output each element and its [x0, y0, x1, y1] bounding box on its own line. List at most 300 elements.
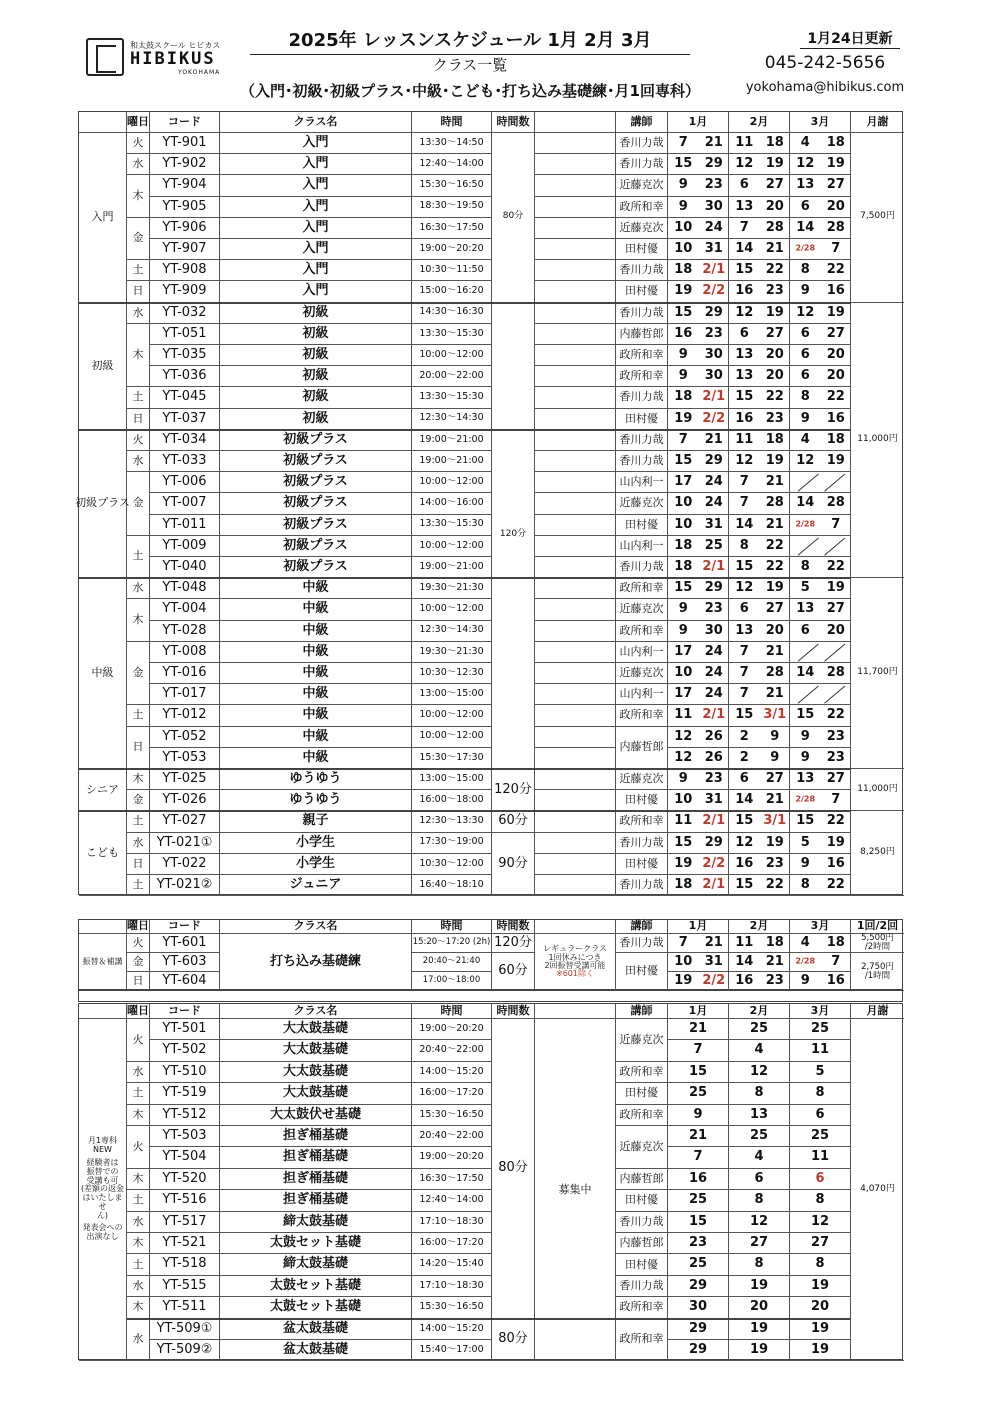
col-header: コード [150, 112, 220, 133]
weekday: 木 [127, 324, 150, 388]
class-time: 19:00～20:20 [412, 1019, 492, 1040]
lesson-date: 9 [678, 601, 688, 617]
class-name: 初級 [220, 303, 412, 324]
col-header: 月謝 [851, 112, 904, 133]
class-name: 初級プラス [220, 430, 412, 451]
logo-mark-icon [86, 38, 124, 76]
lesson-date: 7 [739, 643, 749, 659]
feb-date: 25 [729, 1019, 790, 1040]
empty-cell [535, 387, 616, 408]
instructor: 香川力哉 [616, 303, 668, 324]
class-name: 中級 [220, 663, 412, 684]
feb-dates [729, 133, 790, 154]
jan-dates [668, 727, 729, 748]
class-code: YT-022 [150, 854, 220, 875]
lesson-date: 7 [831, 516, 841, 532]
class-code: YT-516 [150, 1190, 220, 1211]
lesson-date: 9 [800, 728, 810, 744]
strike-line [798, 644, 819, 661]
class-time: 16:00～17:20 [412, 1083, 492, 1104]
instructor: 田村優 [616, 409, 668, 430]
col-header: 2月 [729, 1004, 790, 1019]
empty-cell [535, 451, 616, 472]
feb-date: 12 [729, 1062, 790, 1083]
class-time: 17:00～18:00 [412, 972, 492, 991]
class-name: 中級 [220, 599, 412, 620]
lesson-date: 24 [704, 474, 723, 490]
instructor: 近藤克次 [616, 769, 668, 790]
lesson-date: 7 [739, 664, 749, 680]
lesson-date: 2 [739, 749, 749, 765]
jan-dates [668, 811, 729, 832]
class-name: 中級 [220, 642, 412, 663]
lesson-date: 4 [800, 134, 810, 150]
class-name: 入門 [220, 260, 412, 281]
feb-dates [729, 451, 790, 472]
class-code: YT-517 [150, 1212, 220, 1233]
lesson-date: 18 [826, 134, 845, 150]
lesson-date: 23 [704, 770, 723, 786]
lesson-date: 19 [826, 834, 845, 850]
weekday: 火 [127, 430, 150, 451]
lesson-date: 14 [796, 495, 815, 511]
class-code: YT-520 [150, 1169, 220, 1190]
feb-dates [729, 621, 790, 642]
weekday: 水 [127, 1062, 150, 1083]
jan-dates [668, 934, 729, 953]
lesson-date: 2/1 [702, 813, 726, 829]
class-code: YT-016 [150, 663, 220, 684]
class-name: 締太鼓基礎 [220, 1254, 412, 1275]
weekday: 火 [127, 1126, 150, 1169]
recruitment-status: 募集中 [535, 1019, 616, 1361]
lesson-date: 16 [735, 855, 754, 871]
class-name: 初級 [220, 324, 412, 345]
weekday: 火 [127, 133, 150, 154]
weekday: 土 [127, 260, 150, 281]
lesson-date: 31 [704, 792, 723, 808]
class-name: 担ぎ桶基礎 [220, 1169, 412, 1190]
jan-date: 29 [668, 1340, 729, 1361]
lesson-date: 13 [735, 346, 754, 362]
class-time: 10:00～12:00 [412, 345, 492, 366]
col-header: 曜日 [127, 1004, 150, 1019]
class-time: 15:20～17:20 (2h) [412, 934, 492, 953]
class-name: 中級 [220, 748, 412, 769]
lesson-date: 17 [674, 686, 693, 702]
class-name: ゆうゆう [220, 769, 412, 790]
class-name: 大太鼓基礎 [220, 1062, 412, 1083]
lesson-date: 28 [765, 219, 784, 235]
instructor: 山内利一 [616, 642, 668, 663]
empty-cell [535, 875, 616, 896]
lesson-date: 18 [674, 537, 693, 553]
mar-dates [790, 953, 851, 972]
class-code: YT-032 [150, 303, 220, 324]
mar-dates [790, 748, 851, 769]
class-code: YT-025 [150, 769, 220, 790]
lesson-date: 6 [739, 325, 749, 341]
lesson-date: 9 [678, 770, 688, 786]
lesson-date: 10 [674, 240, 693, 256]
mar-dates [790, 811, 851, 832]
instructor: 近藤克次 [616, 493, 668, 514]
class-code: YT-040 [150, 557, 220, 578]
lesson-date: 15 [674, 156, 693, 172]
class-time: 15:30～17:30 [412, 748, 492, 769]
jan-dates [668, 472, 729, 493]
class-time: 10:00～12:00 [412, 727, 492, 748]
jan-dates [668, 260, 729, 281]
class-code: YT-021① [150, 833, 220, 854]
lesson-date: 19 [765, 580, 784, 596]
feb-date: 27 [729, 1233, 790, 1254]
lesson-date: 12 [796, 452, 815, 468]
weekday: 水 [127, 1276, 150, 1297]
lesson-date: 24 [704, 643, 723, 659]
group-label: こども [79, 811, 127, 896]
col-header: 3月 [790, 1004, 851, 1019]
practice-class-table [78, 919, 903, 990]
class-time: 12:30～14:30 [412, 621, 492, 642]
class-code: YT-048 [150, 578, 220, 599]
class-time: 13:00～15:00 [412, 684, 492, 705]
instructor: 内藤哲郎 [616, 1233, 668, 1254]
group-divider [79, 302, 851, 304]
monthly-fee: 8,250円 [851, 811, 904, 896]
mar-dates-none [790, 684, 851, 705]
class-name: 太鼓セット基礎 [220, 1276, 412, 1297]
lesson-date: 14 [796, 219, 815, 235]
lesson-date: 8 [739, 537, 749, 553]
class-code: YT-004 [150, 599, 220, 620]
weekday: 木 [127, 1169, 150, 1190]
empty-cell [535, 281, 616, 302]
lesson-date: 15 [735, 813, 754, 829]
duration: 120分 [492, 934, 535, 953]
class-name: 初級プラス [220, 536, 412, 557]
page-title: 2025年 レッスンスケジュール 1月 2月 3月 [250, 26, 690, 55]
instructor: 山内利一 [616, 472, 668, 493]
mar-dates [790, 218, 851, 239]
class-time: 12:30～14:30 [412, 409, 492, 430]
class-time: 17:10～18:30 [412, 1212, 492, 1233]
class-time: 19:00～21:00 [412, 430, 492, 451]
mar-dates [790, 790, 851, 811]
lesson-date: 6 [800, 325, 810, 341]
lesson-date: 12 [674, 728, 693, 744]
instructor: 田村優 [616, 281, 668, 302]
jan-dates [668, 875, 729, 896]
feb-dates [729, 324, 790, 345]
col-header: クラス名 [220, 112, 412, 133]
instructor: 香川力哉 [616, 133, 668, 154]
table-divider [78, 990, 903, 1002]
jan-dates [668, 281, 729, 302]
lesson-date: 16 [735, 972, 754, 988]
lesson-date: 21 [704, 934, 723, 950]
class-name: 中級 [220, 578, 412, 599]
jan-dates [668, 409, 729, 430]
group-label [79, 1019, 127, 1361]
lesson-date: 23 [704, 601, 723, 617]
lesson-date: 21 [765, 686, 784, 702]
lesson-date: 18 [674, 558, 693, 574]
lesson-date: 7 [678, 431, 688, 447]
lesson-date: 6 [800, 346, 810, 362]
mar-dates-none [790, 536, 851, 557]
class-code: YT-509② [150, 1340, 220, 1361]
weekday: 土 [127, 1254, 150, 1275]
class-time: 10:30～12:00 [412, 854, 492, 875]
col-header: 2月 [729, 112, 790, 133]
lesson-date: 7 [831, 953, 841, 969]
feb-dates [729, 281, 790, 302]
weekday: 木 [127, 1297, 150, 1318]
class-name: ジュニア [220, 875, 412, 896]
class-code: YT-906 [150, 218, 220, 239]
lesson-date: 22 [765, 876, 784, 892]
class-time: 16:30～17:50 [412, 218, 492, 239]
lesson-date: 2/2 [702, 972, 726, 988]
class-code: YT-009 [150, 536, 220, 557]
lesson-date: 22 [765, 537, 784, 553]
class-code: YT-051 [150, 324, 220, 345]
class-name: 中級 [220, 705, 412, 726]
lesson-date: 8 [800, 558, 810, 574]
lesson-date: 16 [826, 972, 845, 988]
phone-number: 045-242-5656 [764, 53, 886, 73]
empty-cell [535, 663, 616, 684]
fee-amount: 2,750円 [861, 961, 894, 972]
lesson-date: 12 [735, 580, 754, 596]
jan-dates [668, 833, 729, 854]
class-time: 13:00～15:00 [412, 769, 492, 790]
lesson-date: 15 [796, 813, 815, 829]
lesson-date: 2/2 [702, 855, 726, 871]
class-code: YT-909 [150, 281, 220, 302]
col-header: 曜日 [127, 919, 149, 933]
jan-dates [668, 642, 729, 663]
jan-dates [668, 854, 729, 875]
lesson-date: 13 [796, 601, 815, 617]
jan-dates [668, 663, 729, 684]
instructor: 香川力哉 [616, 934, 668, 953]
jan-date: 29 [668, 1319, 729, 1340]
lesson-date: 30 [704, 368, 723, 384]
mar-dates [790, 727, 851, 748]
instructor: 山内利一 [616, 536, 668, 557]
lesson-date: 8 [800, 389, 810, 405]
class-code: YT-515 [150, 1276, 220, 1297]
instructor: 政所和幸 [616, 621, 668, 642]
mar-date: 12 [790, 1212, 851, 1233]
lesson-date: 16 [826, 855, 845, 871]
lesson-date: 9 [800, 749, 810, 765]
col-header: 1月 [668, 920, 729, 934]
lesson-date: 11 [735, 431, 754, 447]
class-time: 14:00～16:00 [412, 493, 492, 514]
class-time: 13:30～15:30 [412, 324, 492, 345]
instructor: 政所和幸 [616, 345, 668, 366]
lesson-date: 7 [678, 134, 688, 150]
class-time: 17:10～18:30 [412, 1276, 492, 1297]
fee-per-session [851, 934, 904, 953]
class-name: 初級 [220, 409, 412, 430]
jan-dates [668, 175, 729, 196]
class-time: 19:00～21:00 [412, 451, 492, 472]
feb-dates [729, 218, 790, 239]
mar-dates [790, 409, 851, 430]
note-line: レギュラークラス [543, 944, 607, 954]
lesson-date: 9 [770, 728, 780, 744]
lesson-date: 31 [704, 240, 723, 256]
feb-dates [729, 387, 790, 408]
lesson-date: 22 [765, 262, 784, 278]
lesson-date: 16 [735, 410, 754, 426]
logo-location: YOKOHAMA [178, 69, 221, 76]
lesson-date: 23 [765, 283, 784, 299]
class-time: 17:30～19:00 [412, 833, 492, 854]
feb-dates [729, 260, 790, 281]
instructor: 香川力哉 [616, 1276, 668, 1297]
mar-dates [790, 705, 851, 726]
weekday: 土 [127, 1083, 150, 1104]
lesson-date: 6 [739, 770, 749, 786]
feb-dates [729, 833, 790, 854]
lesson-date: 13 [735, 622, 754, 638]
lesson-date: 17 [674, 643, 693, 659]
lesson-date: 25 [704, 537, 723, 553]
weekday: 水 [127, 1319, 150, 1362]
group-label: シニア [79, 769, 127, 811]
jan-dates [668, 705, 729, 726]
class-time: 15:30～16:50 [412, 1105, 492, 1126]
jan-dates [668, 303, 729, 324]
class-name: 入門 [220, 281, 412, 302]
jan-dates [668, 345, 729, 366]
class-name: 盆太鼓基礎 [220, 1340, 412, 1361]
page-subtitle: クラス一覧 [432, 56, 508, 74]
weekday: 金 [127, 790, 150, 811]
class-code: YT-021② [150, 875, 220, 896]
lesson-date: 15 [735, 707, 754, 723]
lesson-date: 29 [704, 452, 723, 468]
lesson-date: 28 [826, 219, 845, 235]
jan-dates [668, 366, 729, 387]
feb-dates [729, 472, 790, 493]
lesson-date: 29 [704, 156, 723, 172]
class-time: 20:40～22:00 [412, 1040, 492, 1061]
lesson-date: 22 [826, 707, 845, 723]
lesson-date: 19 [674, 972, 693, 988]
jan-dates [668, 684, 729, 705]
lesson-date: 19 [765, 304, 784, 320]
col-header: 時間数 [492, 920, 535, 934]
jan-date: 29 [668, 1276, 729, 1297]
feb-dates [729, 303, 790, 324]
regular-class-table [75, 111, 903, 895]
class-code: YT-501 [150, 1019, 220, 1040]
empty-cell [535, 175, 616, 196]
jan-date: 7 [668, 1147, 729, 1168]
lesson-date: 24 [704, 495, 723, 511]
class-time: 19:30～21:30 [412, 642, 492, 663]
class-code: YT-902 [150, 154, 220, 175]
empty-cell [535, 854, 616, 875]
class-name: 盆太鼓基礎 [220, 1319, 412, 1340]
instructor: 香川力哉 [616, 154, 668, 175]
jan-dates [668, 536, 729, 557]
lesson-date: 27 [765, 770, 784, 786]
lesson-date: 19 [674, 855, 693, 871]
class-time: 20:40～21:40 [412, 953, 492, 972]
class-code: YT-511 [150, 1297, 220, 1318]
group-label: 初級プラス [79, 430, 127, 578]
lesson-date: 19 [826, 452, 845, 468]
feb-dates [729, 515, 790, 536]
lesson-date: 9 [678, 198, 688, 214]
feb-dates [729, 175, 790, 196]
mar-date: 8 [790, 1254, 851, 1275]
lesson-date: 2/1 [702, 262, 726, 278]
col-header: クラス名 [220, 920, 412, 934]
lesson-date: 22 [826, 262, 845, 278]
lesson-date: 12 [796, 156, 815, 172]
lesson-date: 27 [826, 770, 845, 786]
lesson-date: 12 [735, 834, 754, 850]
feb-dates [729, 409, 790, 430]
empty-cell [535, 769, 616, 790]
class-name: 小学生 [220, 854, 412, 875]
monthly-fee: 11,000円 [851, 769, 904, 811]
jan-dates [668, 239, 729, 260]
lesson-date: 7 [739, 219, 749, 235]
group-line: 受講も可 [86, 1175, 119, 1185]
duration: 80分 [492, 1019, 535, 1319]
lesson-date: 11 [674, 813, 693, 829]
lesson-date: 13 [735, 368, 754, 384]
mar-dates [790, 387, 851, 408]
class-code: YT-905 [150, 197, 220, 218]
lesson-date: 18 [826, 934, 845, 950]
group-line: 出演なし [86, 1232, 119, 1242]
lesson-date: 15 [674, 834, 693, 850]
lesson-date: 12 [735, 304, 754, 320]
class-time: 20:00～22:00 [412, 366, 492, 387]
lesson-date: 23 [765, 410, 784, 426]
lesson-date: 30 [704, 622, 723, 638]
weekday: 水 [127, 833, 150, 854]
mar-date: 27 [790, 1233, 851, 1254]
col-header: クラス名 [220, 1004, 412, 1019]
lesson-date: 16 [826, 283, 845, 299]
feb-dates [729, 578, 790, 599]
jan-date: 16 [668, 1169, 729, 1190]
weekday: 水 [127, 154, 150, 175]
instructor: 近藤克次 [616, 1126, 668, 1169]
mar-dates [790, 875, 851, 896]
lesson-date: 15 [735, 876, 754, 892]
weekday: 日 [127, 281, 150, 302]
lesson-date: 24 [704, 664, 723, 680]
class-name: 大太鼓基礎 [220, 1083, 412, 1104]
lesson-date: 20 [765, 622, 784, 638]
instructor: 近藤克次 [616, 175, 668, 196]
class-code: YT-052 [150, 727, 220, 748]
class-code: YT-521 [150, 1233, 220, 1254]
class-code: YT-901 [150, 133, 220, 154]
